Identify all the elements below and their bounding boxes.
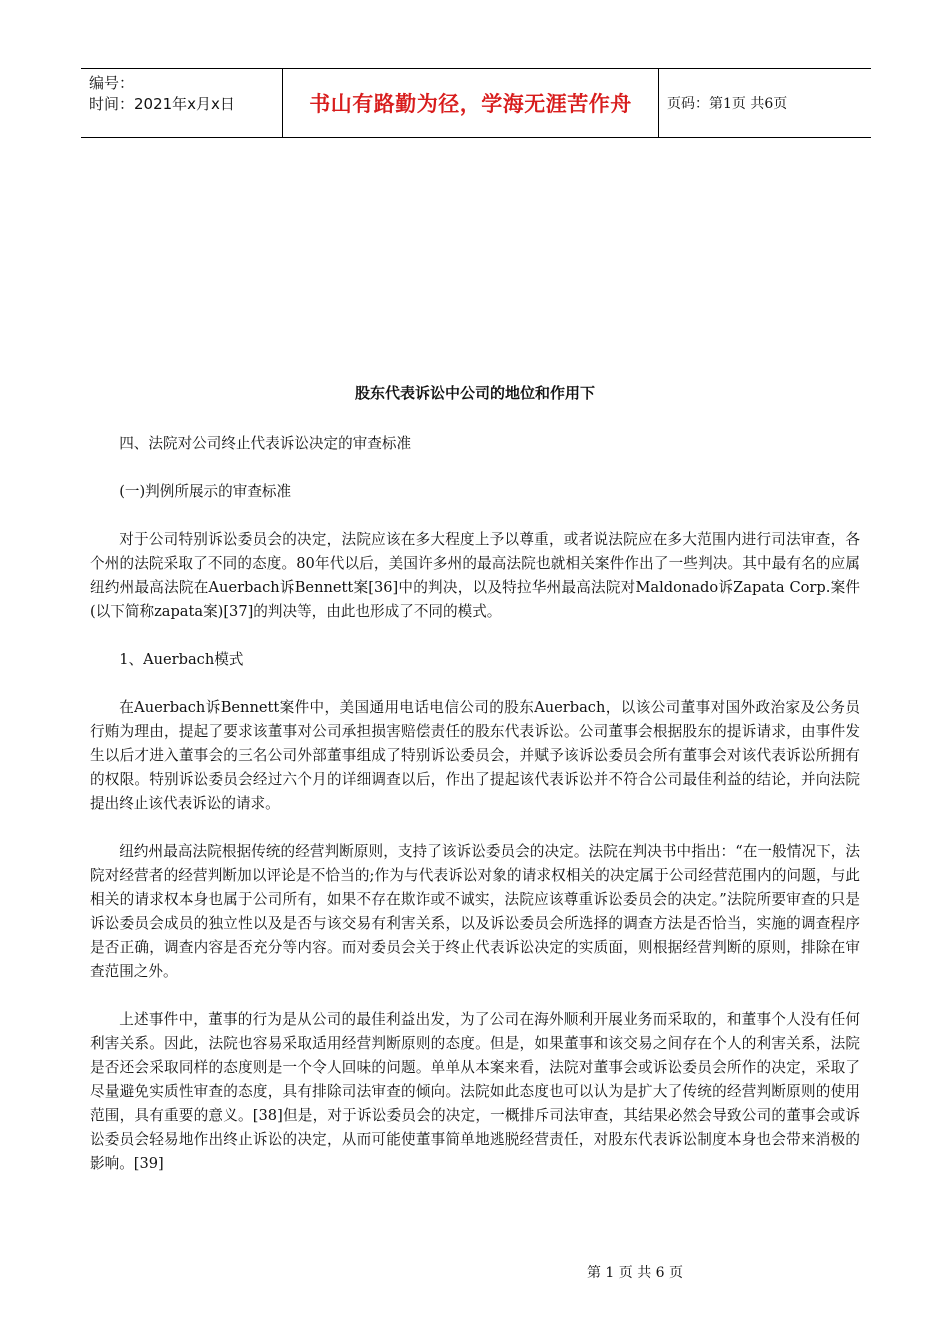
header-meta-cell xyxy=(81,69,283,137)
body-paragraph: 纽约州最高法院根据传统的经营判断原则，支持了该诉讼委员会的决定。法院在判决书中指出：“在一般情况下，法院对经营者的经营判断加以评论是不恰当的;作为与代表诉讼对象的请求权相关的决定属于公司经营范围内的问题，与此相关的请求权本身也属于公司所有，如果不存在欺诈或不诚实，法院应该尊重诉讼委员会的决定。”法院所要审查的只是诉讼委员会成员的独立性以及是否与该交易有利害关系，以及诉讼委员会所选择的调查方法是否恰当，实施的调查程序是否正确，调查内容是否充分等内容。而对委员会关于终止代表诉讼决定的实质面，则根据经营判断的原则，排除在审查范围之外。 xyxy=(90,843,860,980)
document-body xyxy=(90,380,860,1200)
body-paragraph: 对于公司特别诉讼委员会的决定，法院应该在多大程度上予以尊重，或者说法院应在多大范围内进行司法审查，各个州的法院采取了不同的态度。80年代以后，美国许多州的最高法院也就相关案件作出了一些判决。其中最有名的应属纽约州最高法院在Auerbach诉Bennett案[36]中的判决，以及特拉华州最高法院对Maldonado诉Zapata Corp.案件(以下简称zapata案)[37]的判决等，由此也形成了不同的模式。 xyxy=(90,531,860,620)
document-title: 股东代表诉讼中公司的地位和作用下 xyxy=(354,384,595,402)
number-label: 编号： xyxy=(89,74,135,92)
body-paragraph: 在Auerbach诉Bennett案件中，美国通用电话电信公司的股东Auerbach，以该公司董事对国外政治家及公务员行贿为理由，提起了要求该董事对公司承担损害赔偿责任的股东代表诉讼。公司董事会根据股东的提诉请求，由事件发生以后才进入董事会的三名公司外部董事组成了特别诉讼委员会，并赋予该诉讼委员会所有董事会对该代表诉讼所拥有的权限。特别诉讼委员会经过六个月的详细调查以后，作出了提起该代表诉讼并不符合公司最佳利益的结论，并向法院提出终止该代表诉讼的请求。 xyxy=(90,699,860,812)
section-heading: 四、法院对公司终止代表诉讼决定的审查标准 xyxy=(119,435,412,452)
document-header xyxy=(81,68,871,138)
body-paragraph: 上述事件中，董事的行为是从公司的最佳利益出发，为了公司在海外顺利开展业务而采取的，和董事个人没有任何利害关系。因此，法院也容易采取适用经营判断原则的态度。但是，如果董事和该交易之间存在个人的利害关系，法院是否还会采取同样的态度则是一个令人回味的问题。单单从本案来看，法院对董事会或诉讼委员会所作的决定，采取了尽量避免实质性审查的态度，具有排除司法审查的倾向。法院如此态度也可以认为是扩大了传统的经营判断原则的使用范围，具有重要的意义。[38]但是，对于诉讼委员会的决定，一概排斥司法审查，其结果必然会导致公司的董事会或诉讼委员会轻易地作出终止诉讼的决定，从而可能使董事简单地逃脱经营责任，对股东代表诉讼制度本身也会带来消极的影响。[39] xyxy=(90,1011,860,1172)
header-page-cell xyxy=(659,69,871,137)
header-motto-cell xyxy=(283,69,659,137)
subsection-heading: (一)判例所展示的审查标准 xyxy=(119,483,292,500)
page-footer: 第 1 页 共 6 页 xyxy=(586,1265,684,1281)
motto-text: 书山有路勤为径，学海无涯苦作舟 xyxy=(309,92,632,116)
time-label: 时间：2021年x月x日 xyxy=(89,95,235,113)
model-heading: 1、Auerbach模式 xyxy=(119,651,244,668)
page-info: 页码：第1页 共6页 xyxy=(667,96,788,112)
